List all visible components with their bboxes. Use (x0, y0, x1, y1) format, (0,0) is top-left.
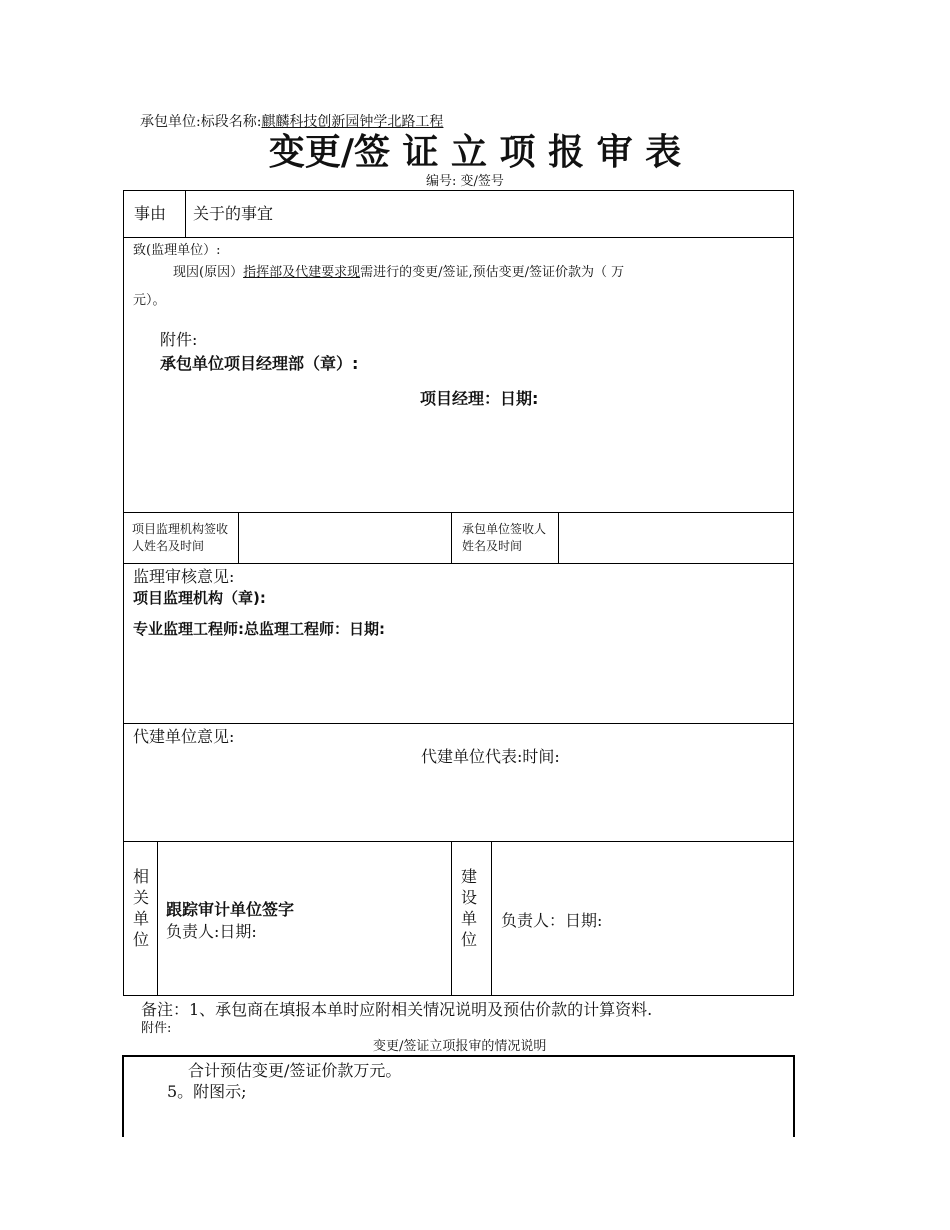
department-stamp: 承包单位项目经理部（章）: (160, 354, 359, 373)
attachment-item-5: 5。附图示; (167, 1082, 247, 1101)
supervisor-receiver-label: 项目监理机构签收人姓名及时间 (132, 522, 229, 553)
agent-opinion-label: 代建单位意见: (133, 727, 235, 746)
reason-line-2: 元）。 (133, 293, 166, 308)
project-name: 麒麟科技创新园钟学北路工程 (261, 114, 444, 130)
matter-label: 事由 (134, 204, 167, 223)
sub-table-title: 变更/签证立项报审的情况说明 (373, 1039, 547, 1054)
audit-unit-sign: 跟踪审计单位签字 (166, 900, 295, 919)
agent-representative: 代建单位代表:时间: (421, 747, 560, 766)
supervision-opinion-label: 监理审核意见: (133, 567, 235, 586)
supervision-org-stamp: 项目监理机构（章): (133, 589, 266, 607)
to-supervisor: 致(监理单位）: (133, 243, 221, 258)
reason-prefix: 现因(原因） (173, 265, 244, 280)
contractor-receiver-label: 承包单位签收人姓名及时间 (462, 522, 547, 553)
reason-line (173, 264, 624, 282)
manager-date: 项目经理：日期: (420, 389, 539, 408)
unit-prefix: 承包单位:标段名称: (140, 114, 262, 130)
total-estimate: 合计预估变更/签证价款万元。 (188, 1061, 402, 1080)
contractor-receiver-field[interactable] (559, 513, 792, 562)
reason-suffix: 需进行的变更/签证,预估变更/签证价款为（ 万 (360, 265, 625, 280)
attachment-label: 附件: (160, 330, 198, 349)
matter-value: 关于的事宜 (193, 204, 274, 223)
construction-unit-person: 负责人：日期: (501, 911, 603, 930)
construction-unit-label: 建 设 单 位 (460, 867, 477, 949)
footer-attachment: 附件: (141, 1021, 172, 1036)
serial-number: 编号: 变/签号 (426, 174, 504, 189)
audit-unit-person: 负责人:日期: (166, 922, 257, 941)
form-title: 变更/签 证 立 项 报 审 表 (268, 132, 682, 173)
remark-note: 备注：1、承包商在填报本单时应附相关情况说明及预估价款的计算资料. (141, 1000, 653, 1019)
supervisor-receiver-field[interactable] (239, 513, 450, 562)
related-unit-label: 相 关 单 位 (132, 867, 149, 949)
supervision-engineers: 专业监理工程师:总监理工程师：日期: (133, 620, 385, 638)
contractor-unit-line (140, 113, 443, 131)
reason-underlined: 指挥部及代建要求现 (243, 265, 361, 280)
